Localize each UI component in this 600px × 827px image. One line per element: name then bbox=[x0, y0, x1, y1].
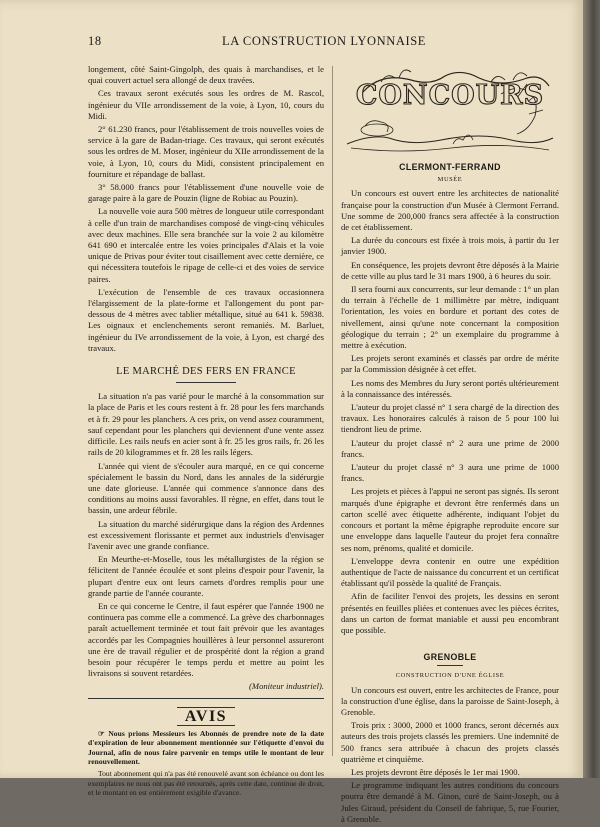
paragraph: Les projets et pièces à l'appui ne seront pas signés. Ils seront marqués d'une épigraphe et devront être renfermés dans un carton scellé avec étiquette adhérente, indiquant l'objet du concours et portant la même épigraphe reproduite encore sur une enveloppe dans laquelle l'auteur du projet fera connaître ses nom, prénoms, qualité et domicile. bbox=[341, 486, 559, 553]
column-divider bbox=[332, 66, 333, 756]
left-column bbox=[88, 64, 324, 800]
concours-banner bbox=[341, 64, 559, 156]
section-title-market bbox=[88, 366, 324, 383]
paragraph: L'auteur du projet classé n° 2 aura une prime de 2000 francs. bbox=[341, 437, 559, 459]
banner-word: CONCOURS bbox=[355, 80, 545, 111]
section-title-text: LE MARCHÉ DES FERS EN FRANCE bbox=[116, 366, 296, 378]
paragraph: Le programme indiquant les autres conditions du concours pourra être demandé à M. Ginon, curé de Saint-Joseph, ou à Jules Giraud, président du Conseil de fabrique, 5, rue Fourier, à Grenoble. bbox=[341, 780, 559, 824]
paragraph: Les projets seront examinés et classés par ordre de mérite par la Commission désignée à cet effet. bbox=[341, 353, 559, 375]
avis-title-text: AVIS bbox=[177, 707, 235, 726]
paragraph: Trois prix : 3000, 2000 et 1000 francs, seront décernés aux auteurs des trois projets classés les premiers. Une indemnité de 500 francs sera attribuée à chacun des projets classés quatrième et cinquième. bbox=[341, 720, 559, 764]
right-column bbox=[341, 64, 559, 827]
paragraph: Les noms des Membres du Jury seront portés ultérieurement à la connaissance des intéressés. bbox=[341, 377, 559, 399]
paragraph: En ce qui concerne le Centre, il faut espérer que l'année 1900 ne continuera pas comme elle a commencé. La grève des charbonnages paraît actuellement terminée et tout fait prévoir que les avantages accordés par les Compagnies houillères à leur personnel assureront une ère de travail régulier et de prospérité dont la région a grand besoin pour récupérer le temps perdu et mettre au point les livraisons si souvent retardées. bbox=[88, 600, 324, 679]
avis-paragraph bbox=[88, 729, 324, 767]
paragraph: L'exécution de l'ensemble de ces travaux occasionnera l'élargissement de la plate-forme et l'allongement du pont par-dessous de 4 mètres avec tablier métallique, situé au 641 k. 59838. Les oignaux et enclenchements seront remaniés. M. Barluet, ingénieur du IVe arrondissement de la voie, à Lyon, est chargé des travaux. bbox=[88, 286, 324, 353]
city-heading: CLERMONT-FERRAND bbox=[399, 162, 501, 172]
book-binding-edge bbox=[583, 0, 600, 778]
paragraph: Un concours est ouvert, entre les architectes de France, pour la construction d'une église, dans la paroisse de Saint-Joseph, à Grenoble. bbox=[341, 684, 559, 717]
page-number: 18 bbox=[88, 34, 102, 48]
page-header bbox=[88, 34, 560, 52]
paragraph: L'enveloppe devra contenir en outre une expédition authentique de l'acte de naissance du concurrent et un certificat établissant qu'il possède la qualité de Français. bbox=[341, 555, 559, 589]
paragraph: Un concours est ouvert entre les architectes de nationalité française pour la construction d'un Musée à Clermont Ferrand. Une somme de 200,000 francs sera affectée à la construction de cet établissement. bbox=[341, 188, 559, 233]
city-subheading: MUSÉE bbox=[437, 176, 463, 184]
paragraph: Ces travaux seront exécutés sous les ordres de M. Rascol, ingénieur du VIIe arrondissement de la voie, à Lyon, 10, cours du Midi. bbox=[88, 88, 324, 121]
avis-notice bbox=[88, 707, 324, 798]
paragraph: Afin de faciliter l'envoi des projets, les dessins en seront présentés en feuilles pliées et contenues avec les pièces écrites, dans un carton de format maniable et aussi peu encombrant que possible. bbox=[341, 591, 559, 635]
paragraph: La situation n'a pas varié pour le marché à la consommation sur la place de Paris et les cours restent à fr. 28 pour les fers marchands et à fr. 29 pour les planchers. A ces prix, on vend assez couramment, sauf cependant pour les planchers qui deviennent d'une vente assez difficile. Les rails neufs en acier sont à fr. 25 les gros rails, fr. 26 les rails de 20 kilogrammes et fr. 28 les rails légers. bbox=[88, 391, 324, 458]
paragraph: L'auteur du projet classé n° 3 aura une prime de 1000 francs. bbox=[341, 462, 559, 484]
paragraph: La situation du marché sidérurgique dans la région des Ardennes est excessivement florissante et permet aux industriels d'envisager l'avenir avec une grande confiance. bbox=[88, 518, 324, 551]
paragraph: 3° 58.000 francs pour l'établissement d'une nouvelle voie de garage paire à la gare de Pouzin (ligne de Robiac au Pouzin). bbox=[88, 182, 324, 204]
city-heading: GRENOBLE bbox=[423, 652, 477, 663]
heading-rule bbox=[437, 665, 463, 666]
paragraph: 2° 61.230 francs, pour l'établissement de trois nouvelles voies de service à la gare de Badan-triage. Ces travaux, qui seront exécutés sous les ordres de M. Moser, ingénieur du XIIe arrondissement de la voie, à Lyon, 10, cours du Midi, consistent principalement en fourniture et répandage de ballast. bbox=[88, 124, 324, 179]
paragraph: La nouvelle voie aura 500 mètres de longueur utile correspondant à celle d'un train de marchandises composé de vingt-cinq véhicules avec deux machines. Elle sera branchée sur la voie 2 au kilomètre 641 690 et intercalée entre les voies principales d'Alais et la voie unique de Privas pour éviter tout cisaillement avec cette dernière, ce qui nécessitera toutefois le ripage de celle-ci et des voies de service paires. bbox=[88, 206, 324, 284]
source-signature: (Moniteur industriel). bbox=[249, 681, 324, 692]
journal-title: LA CONSTRUCTION LYONNAISE bbox=[221, 34, 427, 48]
section-rule bbox=[176, 382, 236, 383]
paragraph: L'auteur du projet classé n° 1 sera chargé de la direction des travaux. Les honoraires calculés à raison de 5 pour 100 lui tiendront lieu de prime. bbox=[341, 402, 559, 435]
paragraph: En conséquence, les projets devront être déposés à la Mairie de cette ville au plus tard le 31 mars 1900, à 6 heures du soir. bbox=[341, 259, 559, 281]
paragraph: Il sera fourni aux concurrents, sur leur demande : 1° un plan du terrain à l'échelle de 1 millimètre par mètre, indiquant l'orientation, les voies en bordure et portant des cotes de nivellement, ainsi qu'une note concernant la composition géologique du terrain ; 2° un exemplaire du programme à mettre à exécution. bbox=[341, 284, 559, 351]
avis-title bbox=[88, 707, 324, 726]
paragraph: Les projets devront être déposés le 1er mai 1900. bbox=[351, 766, 520, 777]
paragraph: En Meurthe-et-Moselle, tous les métallurgistes de la région se félicitent de l'année écoulée et sont pleins d'espoir pour l'avenir, la plupart d'entre eux ont leurs carnets d'ordres remplis pour une grande partie de l'année courante. bbox=[88, 554, 324, 598]
pointing-hand-icon: ☞ bbox=[98, 728, 105, 738]
spacer bbox=[341, 638, 559, 650]
paragraph: longement, côté Saint-Gingolph, des quais à marchandises, et le quai couvert actuel sera allongé de deux travées. bbox=[88, 64, 324, 86]
paragraph: La durée du concours est fixée à trois mois, à partir du 1er janvier 1900. bbox=[341, 235, 559, 257]
paragraph: L'année qui vient de s'écouler aura marqué, en ce qui concerne spécialement le bassin du Nord, dans les annales de la sidérurgie une date glorieuse. L'année qui commence s'annonce dans des conditions au moins aussi favorables. Il règne, en effet, dans tout le bassin, une ardeur fébrile. bbox=[88, 460, 324, 516]
divider bbox=[88, 698, 324, 699]
city-subheading: CONSTRUCTION D'UNE ÉGLISE bbox=[395, 672, 505, 680]
avis-paragraph: Tout abonnement qui n'a pas été renouvelé avant son échéance ou dont les exemplaires ne nous ont pas été retournés, après cette date, continue de droit, et le montant en est entièrement exigible d'avance. bbox=[88, 768, 324, 798]
avis-text: Nous prions Messieurs les Abonnés de prendre note de la date d'expiration de leur abonnement mentionnée sur l'étiquette d'envoi du Journal, afin de nous faire parvenir en temps utile le montant de leur renouvellement. bbox=[88, 728, 324, 767]
